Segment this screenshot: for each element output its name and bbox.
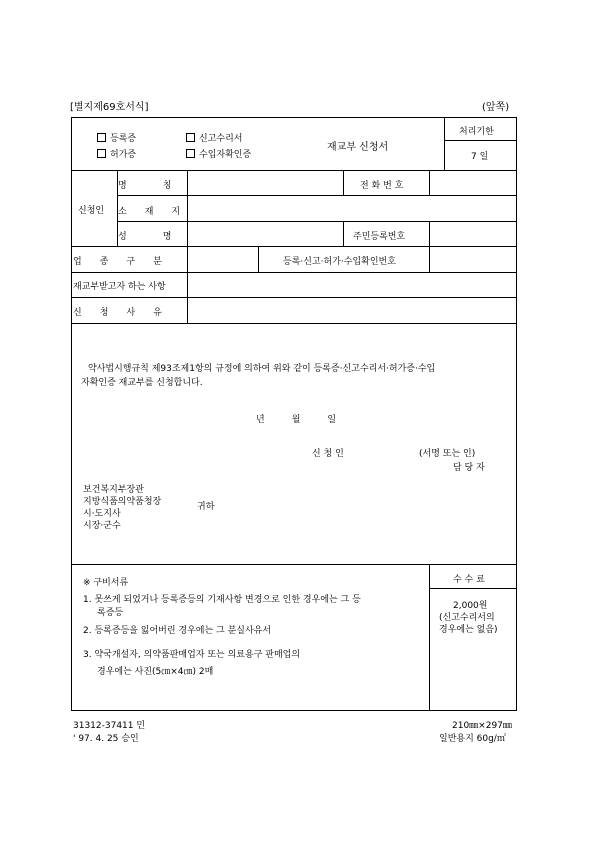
approval-date: ' 97. 4. 25 승인 xyxy=(73,734,139,744)
business-type-field[interactable] xyxy=(189,248,256,270)
name-label: 명 칭 xyxy=(118,181,172,191)
person-name-field[interactable] xyxy=(189,223,341,245)
signature-or-seal: (서명 또는 인) xyxy=(419,449,476,459)
page-side-label: (앞쪽) xyxy=(482,102,510,113)
checkbox-icon[interactable] xyxy=(97,133,106,142)
officer-label: 담 당 자 xyxy=(453,463,485,473)
statement-line-2: 자확인증 재교부를 신청합니다. xyxy=(81,378,203,388)
name-field[interactable] xyxy=(189,172,341,194)
document-item-2: 2. 등록증등을 잃어버린 경우에는 그 분실사유서 xyxy=(83,626,272,636)
reason-field[interactable] xyxy=(189,299,515,321)
recipient-regional-office: 지방식품의약품청장 xyxy=(83,497,162,507)
registration-number-field[interactable] xyxy=(431,248,515,270)
reissue-item-field[interactable] xyxy=(189,274,515,296)
option-registration-cert[interactable]: 등록증 xyxy=(97,131,136,144)
processing-period-value: 7 일 xyxy=(471,152,489,162)
honorific: 귀하 xyxy=(197,502,215,512)
address-label: 소 재 지 xyxy=(118,207,181,217)
option-permit-cert[interactable]: 허가증 xyxy=(97,147,136,160)
recipient-minister: 보건복지부장관 xyxy=(83,485,144,495)
checkbox-icon[interactable] xyxy=(97,149,106,158)
date-line: 년 월 일 xyxy=(256,415,337,425)
document-item-1-cont: 록증등 xyxy=(97,608,124,618)
phone-label: 전 화 번 호 xyxy=(360,181,404,191)
option-report-acceptance[interactable]: 신고수리서 xyxy=(186,131,242,144)
recipient-governor: 시·도지사 xyxy=(83,509,121,519)
phone-field[interactable] xyxy=(431,172,515,194)
form-code: 31312-37411 민 xyxy=(73,721,146,731)
recipient-mayor: 시장·군수 xyxy=(83,521,121,531)
required-documents-title: ※ 구비서류 xyxy=(83,578,129,588)
fee-amount: 2,000원 xyxy=(453,601,488,611)
applicant-sign-label: 신 청 인 xyxy=(312,449,344,459)
rrn-field[interactable] xyxy=(431,223,515,245)
applicant-label: 신청인 xyxy=(78,206,105,216)
fee-label: 수 수 료 xyxy=(453,575,485,585)
document-title: 재교부 신청서 xyxy=(327,142,389,153)
business-type-label: 업 종 구 분 xyxy=(73,257,162,267)
document-item-1: 1. 못쓰게 되었거나 등록증등의 기재사항 변경으로 인한 경우에는 그 등 xyxy=(83,595,361,605)
checkbox-icon[interactable] xyxy=(186,149,195,158)
paper-size: 210㎜×297㎜ xyxy=(452,721,512,731)
form-number: [별지제69호서식] xyxy=(70,102,149,113)
reissue-item-label: 재교부받고자 하는 사항 xyxy=(73,282,166,292)
document-item-3-cont: 경우에는 사진(5㎝×4㎝) 2매 xyxy=(97,667,214,677)
checkbox-icon[interactable] xyxy=(186,133,195,142)
document-item-3: 3. 약국개설자, 의약품판매업자 또는 의료용구 판매업의 xyxy=(83,650,301,660)
processing-period-label: 처리기한 xyxy=(459,127,494,137)
fee-note-2: 경우에는 없음) xyxy=(439,625,498,635)
reason-label: 신 청 사 유 xyxy=(73,308,162,318)
statement-line-1: 약사법시행규칙 제93조제1항의 규정에 의하여 위와 같이 등록증·신고수리서·허가증·수입 xyxy=(88,364,436,374)
rrn-label: 주민등록번호 xyxy=(353,232,406,242)
fee-note-1: (신고수리서의 xyxy=(439,613,495,623)
person-name-label: 성 명 xyxy=(118,232,172,242)
paper-type: 일반용지 60g/㎡ xyxy=(439,734,506,744)
option-importer-cert[interactable]: 수입자확인증 xyxy=(186,147,251,160)
address-field[interactable] xyxy=(189,197,515,219)
registration-number-label: 등록·신고·허가·수입확인번호 xyxy=(283,257,396,267)
